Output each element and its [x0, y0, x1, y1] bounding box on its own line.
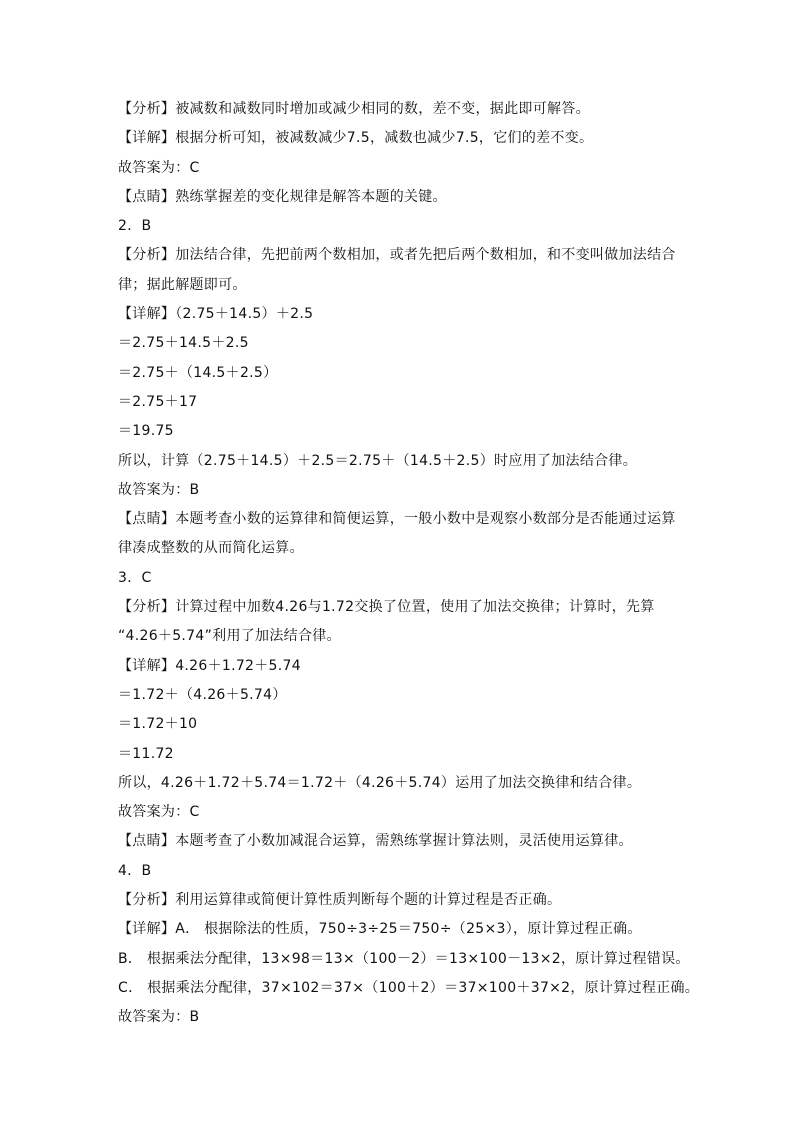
conclusion-line-q2: 所以，计算（2.75＋14.5）＋2.5＝2.75＋（14.5＋2.5）时应用了加法结合律。	[118, 452, 638, 469]
detail-line-q4-c: C． 根据乘法分配律，37×102＝37×（100＋2）＝37×100＋37×2，原计算过程正确。	[118, 979, 700, 996]
calc-step-q3-2: ＝1.72＋10	[118, 716, 198, 733]
calc-step-q2-2: ＝2.75＋（14.5＋2.5）	[118, 364, 278, 381]
analysis-line-q3: 【分析】计算过程中加数4.26与1.72交换了位置，使用了加法交换律；计算时，先算	[118, 599, 655, 616]
calc-step-q3-3: ＝11.72	[118, 745, 174, 762]
question-number-2: 2．B	[118, 218, 152, 235]
calc-step-q2-4: ＝19.75	[118, 423, 174, 440]
calc-step-q2-3: ＝2.75＋17	[118, 393, 198, 410]
conclusion-line-q3: 所以，4.26＋1.72＋5.74＝1.72＋（4.26＋5.74）运用了加法交换律和结合律。	[118, 774, 642, 791]
comment-line-q2-cont: 律凑成整数的从而简化运算。	[118, 540, 304, 557]
question-number-3: 3．C	[118, 569, 152, 586]
detail-line-q2: 【详解】（2.75＋14.5）＋2.5	[118, 306, 314, 323]
answer-line-q2: 故答案为：B	[118, 481, 200, 498]
comment-line-q1: 【点睛】熟练掌握差的变化规律是解答本题的关键。	[118, 188, 447, 205]
detail-line-q4-a: 【详解】A． 根据除法的性质，750÷3÷25＝750÷（25×3），原计算过程正确。	[118, 921, 642, 938]
analysis-line-q4: 【分析】利用运算律或简便计算性质判断每个题的计算过程是否正确。	[118, 892, 562, 909]
comment-line-q3: 【点睛】本题考查了小数加减混合运算，需熟练掌握计算法则，灵活使用运算律。	[118, 833, 633, 850]
answer-line-q4: 故答案为：B	[118, 1009, 200, 1026]
calc-step-q3-1: ＝1.72＋（4.26＋5.74）	[118, 686, 287, 703]
answer-line-q1: 故答案为：C	[118, 159, 200, 176]
comment-line-q2: 【点睛】本题考查小数的运算律和简便运算，一般小数中是观察小数部分是否能通过运算	[118, 511, 676, 528]
detail-line-q3: 【详解】4.26＋1.72＋5.74	[118, 657, 301, 674]
analysis-line-q2-cont: 律；据此解题即可。	[118, 276, 247, 293]
analysis-line-q3-cont: “4.26＋5.74”利用了加法结合律。	[118, 628, 341, 645]
answer-explanations	[118, 95, 700, 1033]
calc-step-q2-1: ＝2.75＋14.5＋2.5	[118, 335, 249, 352]
detail-line-q1: 【详解】根据分析可知，被减数减少7.5，减数也减少7.5，它们的差不变。	[118, 130, 594, 147]
analysis-line-q2: 【分析】加法结合律，先把前两个数相加，或者先把后两个数相加，和不变叫做加法结合	[118, 247, 676, 264]
detail-line-q4-b: B． 根据乘法分配律，13×98＝13×（100－2）＝13×100－13×2，原计算过程错误。	[118, 950, 690, 967]
question-number-4: 4．B	[118, 862, 152, 879]
analysis-line-q1: 【分析】被减数和减数同时增加或减少相同的数，差不变，据此即可解答。	[118, 101, 590, 117]
answer-line-q3: 故答案为：C	[118, 804, 200, 821]
